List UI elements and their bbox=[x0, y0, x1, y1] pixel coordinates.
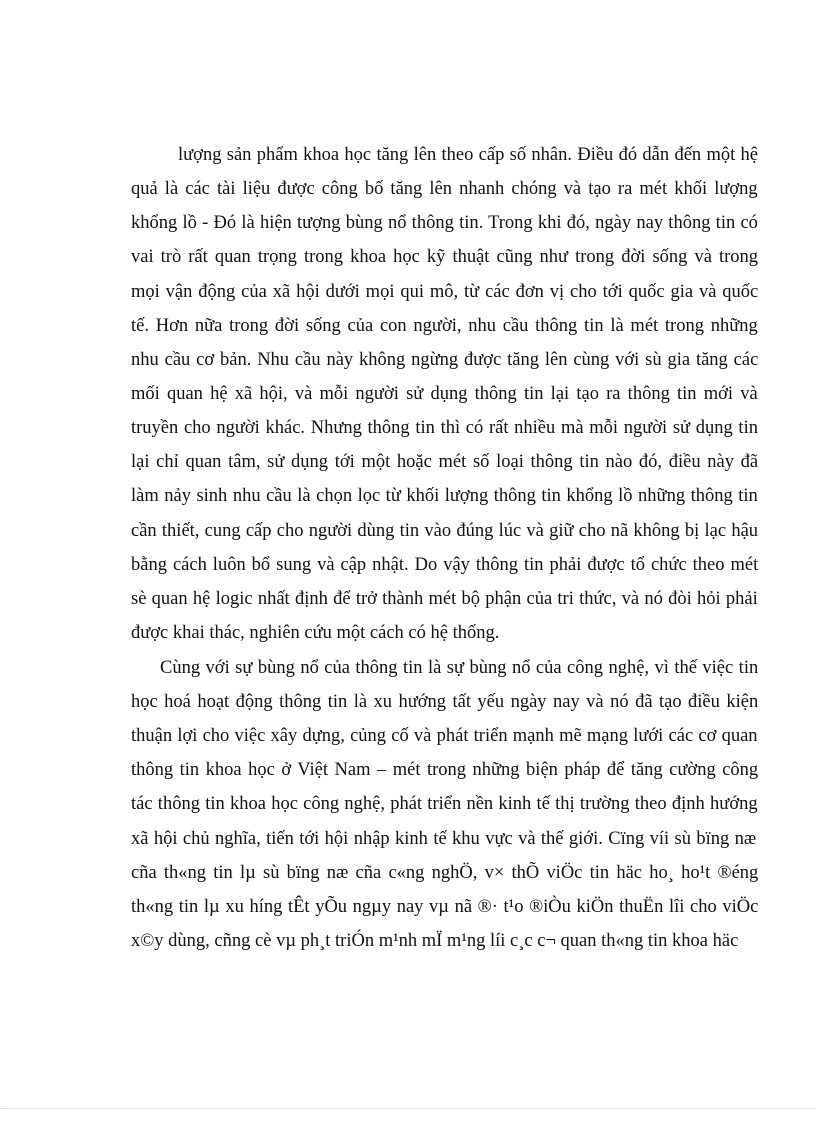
paragraph-2-line-7: cña th«ng tin lµ sù bïng næ cña c«ng nghÖ, v× thÕ viÖc tin häc ho¸ ho¹t ®éng bbox=[131, 863, 759, 883]
paragraph-1-line-15: được khai thác, nghiên cứu một cách có hệ thống. bbox=[131, 623, 500, 643]
paragraph-1-line-9: truyền cho người khác. Nhưng thông tin thì có rất nhiều mà mỗi người sử dụng tin bbox=[131, 418, 758, 438]
paragraph-1-line-12: cần thiết, cung cấp cho người dùng tin vào đúng lúc và giữ cho nã không bị lạc hậu bbox=[131, 521, 759, 541]
paragraph-1-line-5: mọi vận động của xã hội dưới mọi qui mô, từ các đơn vị cho tới quốc gia và quốc bbox=[131, 282, 759, 302]
paragraph-2-line-9: x©y dùng, cñng cè vµ ph¸t triÓn m¹nh mÏ m¹ng líi c¸c c¬ quan th«ng tin khoa häc bbox=[131, 931, 739, 951]
paragraph-1-line-10: lại chỉ quan tâm, sử dụng tới một hoặc mét số loại thông tin nào đó, điều này đã bbox=[131, 452, 759, 472]
paragraph-2-line-1: Cùng với sự bùng nổ của thông tin là sự bùng nổ của công nghệ, vì thế việc tin bbox=[160, 658, 759, 678]
page-bottom-divider bbox=[0, 1108, 816, 1109]
paragraph-1-line-1: lượng sản phẩm khoa học tăng lên theo cấp số nhân. Điều đó dẫn đến một hệ bbox=[178, 145, 759, 165]
paragraph-2-line-5: tác thông tin khoa học công nghệ, phát triển nền kinh tế thị trường theo định hướng bbox=[131, 794, 758, 814]
paragraph-1-line-4: vai trò rất quan trọng trong khoa học kỹ thuật cũng như trong đời sống và trong bbox=[131, 247, 759, 267]
paragraph-1-line-3: khổng lồ - Đó là hiện tượng bùng nổ thông tin. Trong khi đó, ngày nay thông tin có bbox=[131, 213, 758, 233]
paragraph-2-line-8: th«ng tin lµ xu híng tÊt yÕu ngµy nay vµ nã ®· t¹o ®iÒu kiÖn thuËn lîi cho viÖc bbox=[131, 897, 759, 917]
paragraph-1-line-2: quả là các tài liệu được công bố tăng lên nhanh chóng và tạo ra mét khối lượng bbox=[131, 179, 758, 199]
paragraph-2-line-4: thông tin khoa học ở Việt Nam – mét trong những biện pháp để tăng cường công bbox=[131, 760, 759, 780]
paragraph-2-line-3: thuận lợi cho việc xây dựng, củng cố và phát triển mạnh mẽ mạng lưới các cơ quan bbox=[131, 726, 758, 746]
paragraph-1-line-8: mối quan hệ xã hội, và mỗi người sử dụng thông tin lại tạo ra thông tin mới và bbox=[131, 384, 758, 404]
paragraph-1-line-6: tế. Hơn nữa trong đời sống của con người, nhu cầu thông tin là mét trong những bbox=[131, 316, 758, 336]
paragraph-1-line-13: bằng cách luôn bổ sung và cập nhật. Do vậy thông tin phải được tổ chức theo mét bbox=[131, 555, 759, 575]
paragraph-2-line-2: học hoá hoạt động thông tin là xu hướng tất yếu ngày nay và nó đã tạo điều kiện bbox=[131, 692, 759, 712]
paragraph-1-line-7: nhu cầu cơ bản. Nhu cầu này không ngừng được tăng lên cùng với sù gia tăng các bbox=[131, 350, 759, 370]
paragraph-1-line-11: làm nảy sinh nhu cầu là chọn lọc từ khối lượng thông tin khổng lồ những thông tin bbox=[131, 486, 758, 506]
paragraph-1-line-14: sè quan hệ logic nhất định để trở thành mét bộ phận của tri thức, và nó đòi hỏi phải bbox=[131, 589, 758, 609]
paragraph-2-line-6: xã hội chủ nghĩa, tiến tới hội nhập kinh tế khu vực và thế giới. Cïng víi sù bïng næ bbox=[131, 829, 757, 849]
